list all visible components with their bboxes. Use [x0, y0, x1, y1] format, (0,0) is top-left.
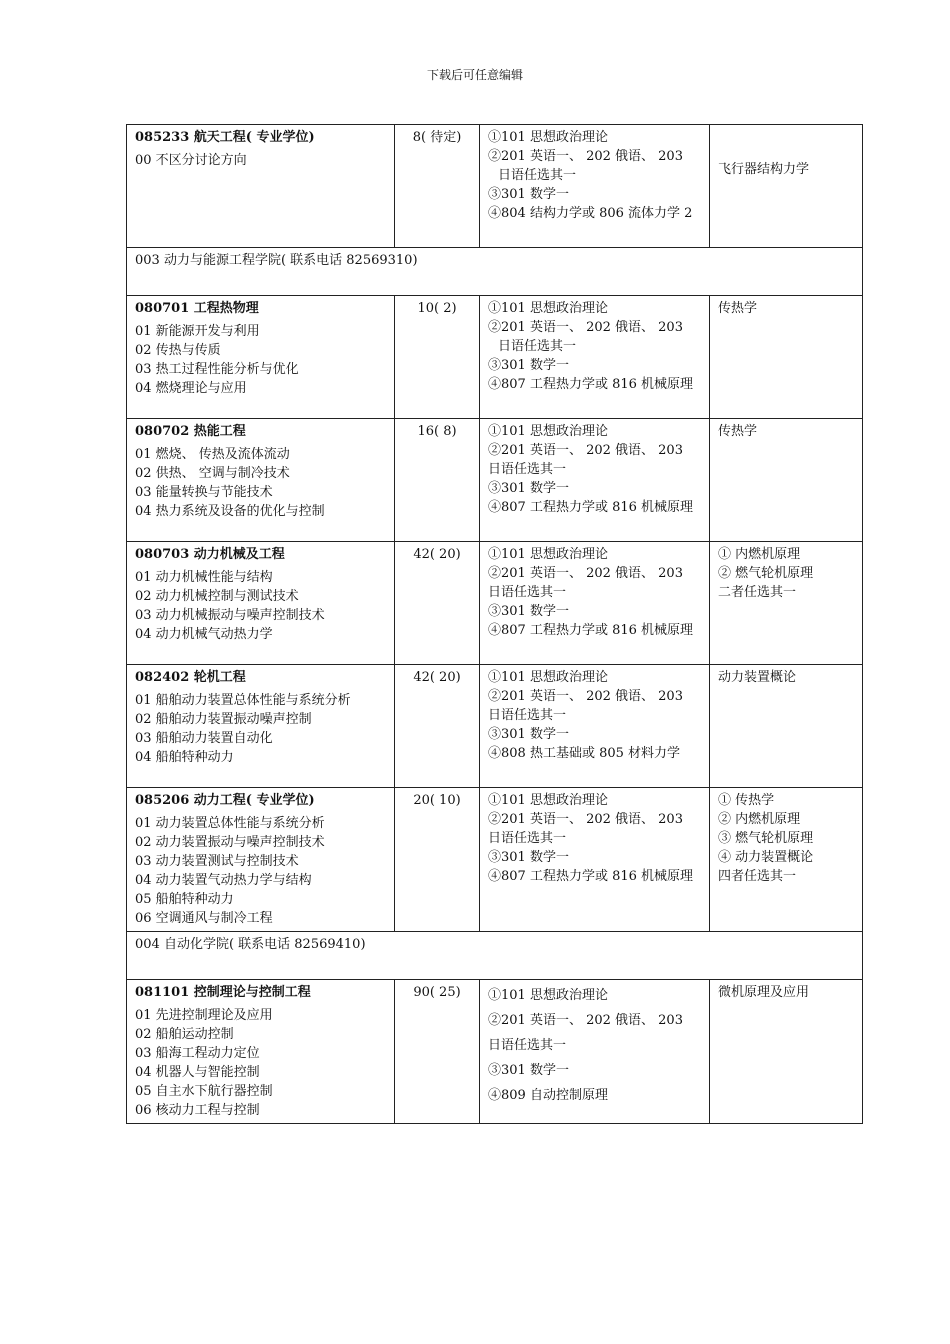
subjects-cell [480, 125, 710, 248]
retest-subject: ① 传热学 [718, 793, 775, 808]
research-direction: 01 新能源开发与利用 [135, 324, 260, 339]
program-code: 080702 热能工程 [135, 424, 246, 439]
research-direction: 03 动力机械振动与噪声控制技术 [135, 608, 325, 623]
research-direction: 04 热力系统及设备的优化与控制 [135, 504, 325, 519]
exam-subject: ③301 数学一 [488, 358, 569, 373]
exam-subject: ②201 英语一、 202 俄语、 203 [488, 1013, 683, 1028]
exam-subject: ①101 思想政治理论 [488, 988, 608, 1003]
subjects-cell [480, 665, 710, 788]
program-cell [127, 788, 395, 932]
research-direction: 03 动力装置测试与控制技术 [135, 854, 299, 869]
research-direction: 04 船舶特种动力 [135, 750, 234, 765]
program-cell [127, 125, 395, 248]
research-direction: 06 核动力工程与控制 [135, 1103, 260, 1118]
retest-subject: 动力装置概论 [718, 670, 797, 685]
reference-cell [710, 788, 863, 932]
exam-subject: ④807 工程热力学或 816 机械原理 [488, 377, 694, 392]
exam-subject: 日语任选其一 [488, 708, 567, 723]
exam-subject: ④807 工程热力学或 816 机械原理 [488, 623, 694, 638]
exam-subject: ③301 数学一 [488, 850, 569, 865]
exam-subject: ③301 数学一 [488, 481, 569, 496]
reference-cell [710, 980, 863, 1124]
quota-cell [395, 296, 480, 419]
enrollment-quota: 42( 20) [413, 547, 461, 562]
quota-cell [395, 980, 480, 1124]
program-code: 080703 动力机械及工程 [135, 547, 285, 562]
research-direction: 02 传热与传质 [135, 343, 221, 358]
enrollment-quota: 16( 8) [417, 424, 457, 439]
research-direction: 02 动力装置振动与噪声控制技术 [135, 835, 325, 850]
retest-subject: 传热学 [718, 424, 758, 439]
exam-subject: ③301 数学一 [488, 604, 569, 619]
exam-subject: ③301 数学一 [488, 187, 569, 202]
college-title: 003 动力与能源工程学院( 联系电话 82569310) [127, 248, 863, 296]
enrollment-quota: 10( 2) [417, 301, 457, 316]
research-direction: 01 动力装置总体性能与系统分析 [135, 816, 325, 831]
subjects-cell [480, 296, 710, 419]
research-direction: 02 船舶运动控制 [135, 1027, 234, 1042]
reference-cell [710, 296, 863, 419]
exam-subject: ②201 英语一、 202 俄语、 203 [488, 566, 683, 581]
research-direction: 01 船舶动力装置总体性能与系统分析 [135, 693, 351, 708]
exam-subject: ①101 思想政治理论 [488, 793, 608, 808]
program-row [127, 542, 863, 665]
research-direction: 04 燃烧理论与应用 [135, 381, 247, 396]
exam-subject: ②201 英语一、 202 俄语、 203 [488, 149, 683, 164]
quota-cell [395, 788, 480, 932]
research-direction: 01 先进控制理论及应用 [135, 1008, 273, 1023]
program-row [127, 419, 863, 542]
program-cell [127, 980, 395, 1124]
exam-subject: ②201 英语一、 202 俄语、 203 [488, 812, 683, 827]
research-direction: 05 自主水下航行器控制 [135, 1084, 273, 1099]
exam-subject: ②201 英语一、 202 俄语、 203 [488, 689, 683, 704]
table-body [127, 125, 863, 1124]
exam-subject: ④808 热工基础或 805 材料力学 [488, 746, 681, 761]
research-direction: 04 动力机械气动热力学 [135, 627, 273, 642]
program-cell [127, 419, 395, 542]
program-code: 081101 控制理论与控制工程 [135, 985, 311, 1000]
exam-subject: ④807 工程热力学或 816 机械原理 [488, 869, 694, 884]
college-row [127, 932, 863, 980]
research-direction: 03 热工过程性能分析与优化 [135, 362, 299, 377]
exam-subject: ③301 数学一 [488, 727, 569, 742]
exam-subject: ②201 英语一、 202 俄语、 203 [488, 443, 683, 458]
program-row [127, 665, 863, 788]
retest-subject: ① 内燃机原理 [718, 547, 801, 562]
retest-subject: 微机原理及应用 [718, 985, 810, 1000]
program-code: 085206 动力工程( 专业学位) [135, 793, 315, 808]
retest-subject: ④ 动力装置概论 [718, 850, 814, 865]
retest-subject: 传热学 [718, 301, 758, 316]
program-row [127, 980, 863, 1124]
research-direction: 01 燃烧、 传热及流体流动 [135, 447, 290, 462]
page-header: 下载后可任意编辑 [426, 68, 523, 82]
enrollment-quota: 42( 20) [413, 670, 461, 685]
program-code: 080701 工程热物理 [135, 301, 259, 316]
research-direction: 01 动力机械性能与结构 [135, 570, 273, 585]
program-cell [127, 665, 395, 788]
reference-cell [710, 125, 863, 248]
quota-cell [395, 125, 480, 248]
research-direction: 03 船舶动力装置自动化 [135, 731, 273, 746]
research-direction: 04 动力装置气动热力学与结构 [135, 873, 312, 888]
exam-subject: 日语任选其一 [488, 462, 567, 477]
program-row [127, 296, 863, 419]
program-code: 085233 航天工程( 专业学位) [135, 130, 315, 145]
subjects-cell [480, 788, 710, 932]
subjects-cell [480, 980, 710, 1124]
retest-subject: ② 内燃机原理 [718, 812, 801, 827]
quota-cell [395, 542, 480, 665]
program-cell [127, 542, 395, 665]
exam-subject: ①101 思想政治理论 [488, 424, 608, 439]
exam-subject: ①101 思想政治理论 [488, 670, 608, 685]
research-direction: 02 动力机械控制与测试技术 [135, 589, 299, 604]
research-direction: 03 能量转换与节能技术 [135, 485, 273, 500]
program-row [127, 788, 863, 932]
retest-subject: 二者任选其一 [718, 585, 797, 600]
exam-subject: 日语任选其一 [488, 1038, 567, 1053]
college-row [127, 248, 863, 296]
research-direction: 02 船舶动力装置振动噪声控制 [135, 712, 312, 727]
research-direction: 00 不区分讨论方向 [135, 153, 247, 168]
subjects-cell [480, 542, 710, 665]
research-direction: 05 船舶特种动力 [135, 892, 234, 907]
enrollment-quota: 8( 待定) [412, 130, 462, 145]
retest-subject: 四者任选其一 [718, 869, 797, 884]
enrollment-quota: 20( 10) [413, 793, 461, 808]
exam-subject: 日语任选其一 [498, 339, 577, 354]
research-direction: 02 供热、 空调与制冷技术 [135, 466, 290, 481]
exam-subject: ①101 思想政治理论 [488, 547, 608, 562]
exam-subject: ③301 数学一 [488, 1063, 569, 1078]
research-direction: 06 空调通风与制冷工程 [135, 911, 273, 926]
exam-subject: ④807 工程热力学或 816 机械原理 [488, 500, 694, 515]
exam-subject: ①101 思想政治理论 [488, 130, 608, 145]
college-title: 004 自动化学院( 联系电话 82569410) [127, 932, 863, 980]
exam-subject: ④804 结构力学或 806 流体力学 2 [488, 206, 693, 221]
quota-cell [395, 419, 480, 542]
program-code: 082402 轮机工程 [135, 670, 246, 685]
exam-subject: 日语任选其一 [488, 585, 567, 600]
retest-subject: 飞行器结构力学 [718, 162, 810, 177]
reference-cell [710, 419, 863, 542]
retest-subject: ② 燃气轮机原理 [718, 566, 814, 581]
quota-cell [395, 665, 480, 788]
exam-subject: 日语任选其一 [498, 168, 577, 183]
exam-subject: ④809 自动控制原理 [488, 1088, 608, 1103]
program-cell [127, 296, 395, 419]
exam-subject: ②201 英语一、 202 俄语、 203 [488, 320, 683, 335]
research-direction: 04 机器人与智能控制 [135, 1065, 260, 1080]
exam-subject: 日语任选其一 [488, 831, 567, 846]
research-direction: 03 船海工程动力定位 [135, 1046, 260, 1061]
retest-subject: ③ 燃气轮机原理 [718, 831, 814, 846]
program-row [127, 125, 863, 248]
subjects-cell [480, 419, 710, 542]
reference-cell [710, 542, 863, 665]
enrollment-quota: 90( 25) [413, 985, 461, 1000]
admissions-table [126, 124, 863, 1124]
reference-cell [710, 665, 863, 788]
exam-subject: ①101 思想政治理论 [488, 301, 608, 316]
